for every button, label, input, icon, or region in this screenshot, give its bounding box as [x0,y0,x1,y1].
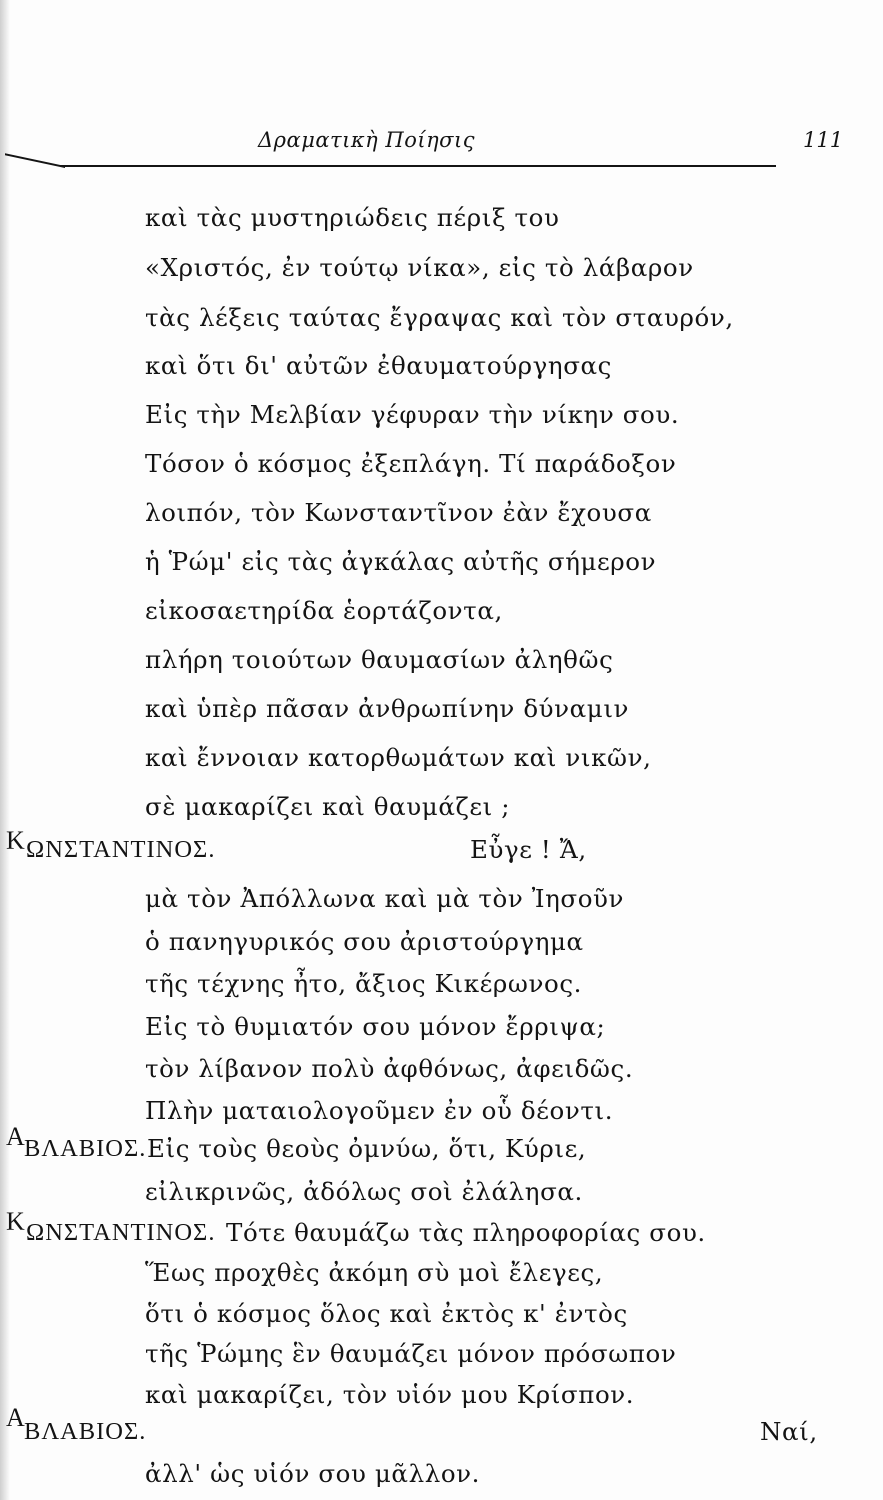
verse-line: «Χριστός, ἐν τούτῳ νίκα», εἰς τὸ λάβαρον [145,253,694,282]
verse-line: καὶ ἔννοιαν κατορθωμάτων καὶ νικῶν, [145,743,652,772]
speaker-initial: Α [6,1121,25,1151]
verse-line: εἰλικρινῶς, ἀδόλως σοὶ ἐλάλησα. [145,1176,583,1206]
verse-line: ὁ πανηγυρικός σου ἀριστούργημα [145,926,584,956]
verse-line: τὰς λέξεις ταύτας ἔγραψας καὶ τὸν σταυρόν, [145,303,734,332]
verse-line: ὅτι ὁ κόσμος ὅλος καὶ ἐκτὸς κ' ἐντὸς [145,1298,628,1328]
speaker-name: ΒΛΑΒΙΟΣ. [24,1418,147,1445]
speaker-initial: Κ [6,1206,25,1236]
verse-line: σὲ μακαρίζει καὶ θαυμάζει ; [145,792,511,821]
speaker-name: ΩΝΣΤΑΝΤΙΝΟΣ. [26,836,216,863]
speaker-name: ΩΝΣΤΑΝΤΙΝΟΣ. [26,1218,216,1246]
header-rule [60,165,776,167]
verse-line: τῆς Ῥώμης ἓν θαυμάζει μόνον πρόσωπον [145,1339,677,1369]
verse-line: τὸν λίβανον πολὺ ἀφθόνως, ἀφειδῶς. [145,1054,634,1084]
speech-cue: Εὖγε ! Ἄ, [470,835,587,864]
verse-line: καὶ ὑπὲρ πᾶσαν ἀνθρωπίνην δύναμιν [145,694,630,723]
verse-line: λοιπόν, τὸν Κωνσταντῖνον ἐὰν ἔχουσα [145,498,652,527]
speech-cue: Ναί, [760,1417,818,1446]
verse-line: τῆς τέχνης ἦτο, ἄξιος Κικέρωνος. [145,969,583,999]
verse-line: εἰκοσαετηρίδα ἑορτάζοντα, [145,596,503,625]
verse-line: ἡ Ῥώμ' εἰς τὰς ἀγκάλας αὐτῆς σήμερον [145,547,657,576]
verse-line: Τότε θαυμάζω τὰς πληροφορίας σου. [226,1217,706,1247]
verse-line: Εἰς τὴν Μελβίαν γέφυραν τὴν νίκην σου. [145,400,680,429]
verse-line: Εἰς τὸ θυμιατόν σου μόνον ἔρριψα; [145,1011,606,1041]
verse-line: Ἕως προχθὲς ἀκόμη σὺ μοὶ ἔλεγες, [145,1258,604,1288]
verse-line: Εἰς τοὺς θεοὺς ὀμνύω, ὅτι, Κύριε, [147,1134,587,1164]
speaker-initial: Κ [6,826,25,855]
speaker-initial: Α [6,1403,25,1432]
gutter-shadow [0,0,10,1500]
verse-line: καὶ τὰς μυστηριώδεις πέριξ του [145,203,560,232]
verse-line: ἀλλ' ὡς υἱόν σου μᾶλλον. [145,1459,481,1488]
verse-line: Πλὴν ματαιολογοῦμεν ἐν οὗ δέοντι. [145,1096,614,1126]
verse-line: καὶ μακαρίζει, τὸν υἱόν μου Κρίσπον. [145,1380,635,1410]
verse-line: Τόσον ὁ κόσμος ἐξεπλάγη. Τί παράδοξον [145,449,677,478]
page-number: 111 [803,128,844,152]
header-rule-flourish [5,137,65,168]
speaker-name: ΒΛΑΒΙΟΣ. [24,1135,147,1163]
verse-line: μὰ τὸν Ἀπόλλωνα καὶ μὰ τὸν Ἰησοῦν [145,884,625,914]
running-title: Δραματικὴ Ποίησις [258,128,476,152]
verse-line: καὶ ὅτι δι' αὐτῶν ἐθαυματούργησας [145,351,612,380]
verse-line: πλήρη τοιούτων θαυμασίων ἀληθῶς [145,645,614,674]
